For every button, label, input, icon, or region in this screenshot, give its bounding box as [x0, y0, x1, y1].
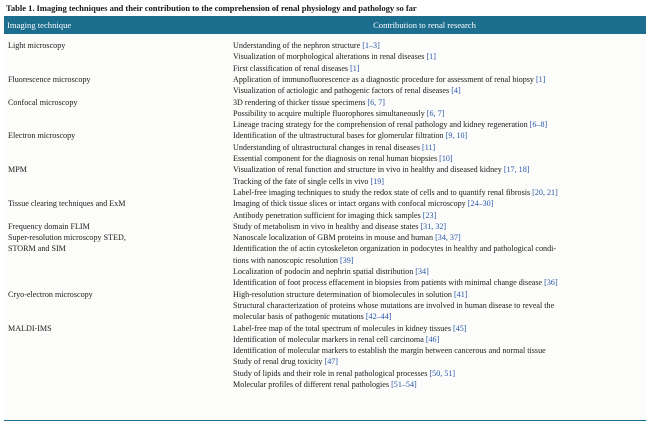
contribution-cell: Visualization of renal function and structure in vivo in healthy and diseased kidney [17, 18] [233, 165, 530, 175]
reference-link[interactable]: [19] [370, 176, 384, 186]
reference-link[interactable]: [46] [425, 334, 440, 344]
technique-cell: Confocal microscopy [8, 97, 78, 107]
contribution-cell: Identification the of actin cytoskeleton organization in podocytes in healthy and pathological condi- [233, 244, 557, 254]
contribution-cell: Visualization of actiologic and pathogenic factors of renal diseases [4] [233, 86, 461, 96]
reference-link[interactable]: [4] [451, 86, 461, 96]
table-row [4, 119, 646, 130]
table-row [4, 164, 646, 175]
table-row [4, 289, 646, 300]
reference-link[interactable]: [34] [415, 267, 429, 276]
data-table [4, 16, 646, 421]
technique-cell: Fluorescence microscopy [8, 74, 91, 84]
table-row [4, 63, 646, 74]
contribution-cell: Identification of the ultrastructural bases for glomerular filtration [9, 10] [233, 131, 468, 141]
reference-link[interactable]: [47] [324, 357, 338, 367]
reference-link[interactable]: [24–30] [467, 199, 494, 209]
contribution-cell: Possibility to acquire multiple fluorophores simultaneously [6, 7] [233, 108, 445, 118]
contribution-cell: Visualization of morphological alterations in renal diseases [1] [233, 52, 436, 62]
reference-link[interactable]: [1] [426, 52, 436, 62]
contribution-cell: molecular basis of pathogenic mutations [42–44] [233, 312, 392, 322]
table-row [4, 210, 646, 221]
contribution-cell: Label-free map of the total spectrum of molecules in kidney tissues [45] [233, 323, 467, 333]
contribution-cell: First classification of renal diseases [1] [233, 63, 360, 73]
reference-link[interactable]: [36] [544, 278, 558, 288]
reference-link[interactable]: [31, 32] [420, 221, 447, 231]
contribution-cell: Understanding of ultrastructural changes in renal diseases [11] [233, 142, 436, 152]
table-row [4, 130, 646, 141]
contribution-cell: Molecular profiles of different renal pathologies [51–54] [233, 380, 417, 389]
contribution-cell: Study of renal drug toxicity [47] [233, 357, 338, 367]
technique-cell: Electron microscopy [8, 131, 76, 141]
reference-link[interactable]: [6, 7] [367, 97, 385, 107]
reference-link[interactable]: [45] [453, 323, 467, 333]
table-row [4, 187, 646, 198]
reference-link[interactable]: [20, 21] [532, 187, 558, 197]
technique-cell: Super-resolution microscopy STED, [8, 233, 126, 243]
reference-link[interactable]: [10] [439, 154, 453, 163]
technique-cell: Light microscopy [8, 41, 66, 50]
table-row [4, 108, 646, 119]
table-row [4, 97, 646, 108]
table-row [4, 176, 646, 187]
contribution-cell: 3D rendering of thicker tissue specimens [6, 7] [233, 97, 385, 107]
reference-link[interactable]: [41] [453, 289, 468, 299]
contribution-cell: Application of immunofluorescence as a diagnostic procedure for assessment of renal biopsy [1] [233, 74, 546, 84]
contribution-cell: Label-free imaging techniques to study the redox state of cells and to quantify renal fibrosis [20, 21] [233, 187, 558, 197]
table-row [4, 142, 646, 153]
header-technique: Imaging technique [7, 20, 72, 30]
contribution-cell: Identification of foot process effacement in biopsies from patients with minimal change disease [36] [233, 278, 558, 288]
reference-link[interactable]: [17, 18] [503, 165, 530, 175]
reference-link[interactable]: [51–54] [391, 380, 417, 389]
reference-link[interactable]: [1–3] [362, 41, 380, 50]
table-row [4, 277, 646, 288]
table-row [4, 368, 646, 379]
table-row [4, 255, 646, 266]
contribution-cell: Study of metabolism in vivo in healthy and disease states [31, 32] [233, 221, 447, 231]
table-row [4, 311, 646, 322]
contribution-cell: Structural characterization of proteins whose mutations are involved in human disease to reveal the [233, 300, 555, 310]
table-row [4, 153, 646, 164]
contribution-cell: Localization of podocin and nephrin spatial distribution [34] [233, 267, 429, 276]
reference-link[interactable]: [42–44] [365, 312, 392, 322]
reference-link[interactable]: [6, 7] [426, 108, 445, 118]
technique-cell: MALDI-IMS [8, 323, 52, 333]
header-contribution: Contribution to renal research [373, 20, 476, 30]
contribution-cell: Imaging of thick tissue slices or intact organs with confocal microscopy [24–30] [233, 199, 494, 209]
table-row [4, 221, 646, 232]
technique-cell: Frequency domain FLIM [8, 221, 90, 231]
technique-cell: MPM [8, 165, 27, 175]
table-row [4, 345, 646, 356]
table-row [4, 40, 646, 51]
contribution-cell: Identification of molecular markers in renal cell carcinoma [46] [233, 334, 440, 344]
table-row [4, 51, 646, 62]
reference-link[interactable]: [1] [350, 63, 360, 73]
reference-link[interactable]: [50, 51] [429, 368, 456, 378]
table-row [4, 379, 646, 390]
table-row [4, 85, 646, 96]
table-header [4, 16, 646, 34]
contribution-cell: Study of lipids and their role in renal pathological processes [50, 51] [233, 368, 456, 378]
contribution-cell: Identification of molecular markers to establish the margin between cancerous and normal tissue [233, 346, 546, 356]
technique-cell: Tissue clearing techniques and ExM [8, 199, 126, 209]
table-row [4, 232, 646, 243]
table-row [4, 243, 646, 254]
table-bottom-rule [4, 420, 646, 421]
contribution-cell: tions with nanoscopic resolution [39] [233, 255, 354, 265]
table-row [4, 198, 646, 209]
reference-link[interactable]: [39] [340, 255, 354, 265]
contribution-cell: Tracking of the fate of single cells in vivo [19] [233, 176, 384, 186]
table-caption: Table 1. Imaging techniques and their contribution to the comprehension of renal physiology and pathology so far [6, 3, 417, 13]
table-row [4, 74, 646, 85]
contribution-cell: Essential component for the diagnosis on renal human biopsies [10] [233, 154, 453, 163]
table-row [4, 323, 646, 334]
technique-cell: STORM and SIM [8, 244, 66, 254]
contribution-cell: Antibody penetration sufficient for imaging thick samples [23] [233, 210, 437, 220]
table-row [4, 334, 646, 345]
technique-cell: Cryo-electron microscopy [8, 289, 93, 299]
table-row [4, 266, 646, 277]
reference-link[interactable]: [34, 37] [435, 233, 461, 243]
contribution-cell: Understanding of the nephron structure [1–3] [233, 41, 380, 50]
reference-link[interactable]: [6–8] [529, 120, 548, 130]
contribution-cell: Lineage tracing strategy for the comprehension of renal pathology and kidney regeneration [6–8] [233, 120, 548, 130]
reference-link[interactable]: [11] [422, 142, 436, 152]
table-row [4, 356, 646, 367]
reference-link[interactable]: [1] [535, 74, 546, 84]
reference-link[interactable]: [9, 10] [445, 131, 468, 141]
reference-link[interactable]: [23] [422, 210, 437, 220]
table-row [4, 300, 646, 311]
contribution-cell: Nanoscale localization of GBM proteins in mouse and human [34, 37] [233, 233, 461, 243]
contribution-cell: High-resolution structure determination of biomolecules in solution [41] [233, 289, 468, 299]
